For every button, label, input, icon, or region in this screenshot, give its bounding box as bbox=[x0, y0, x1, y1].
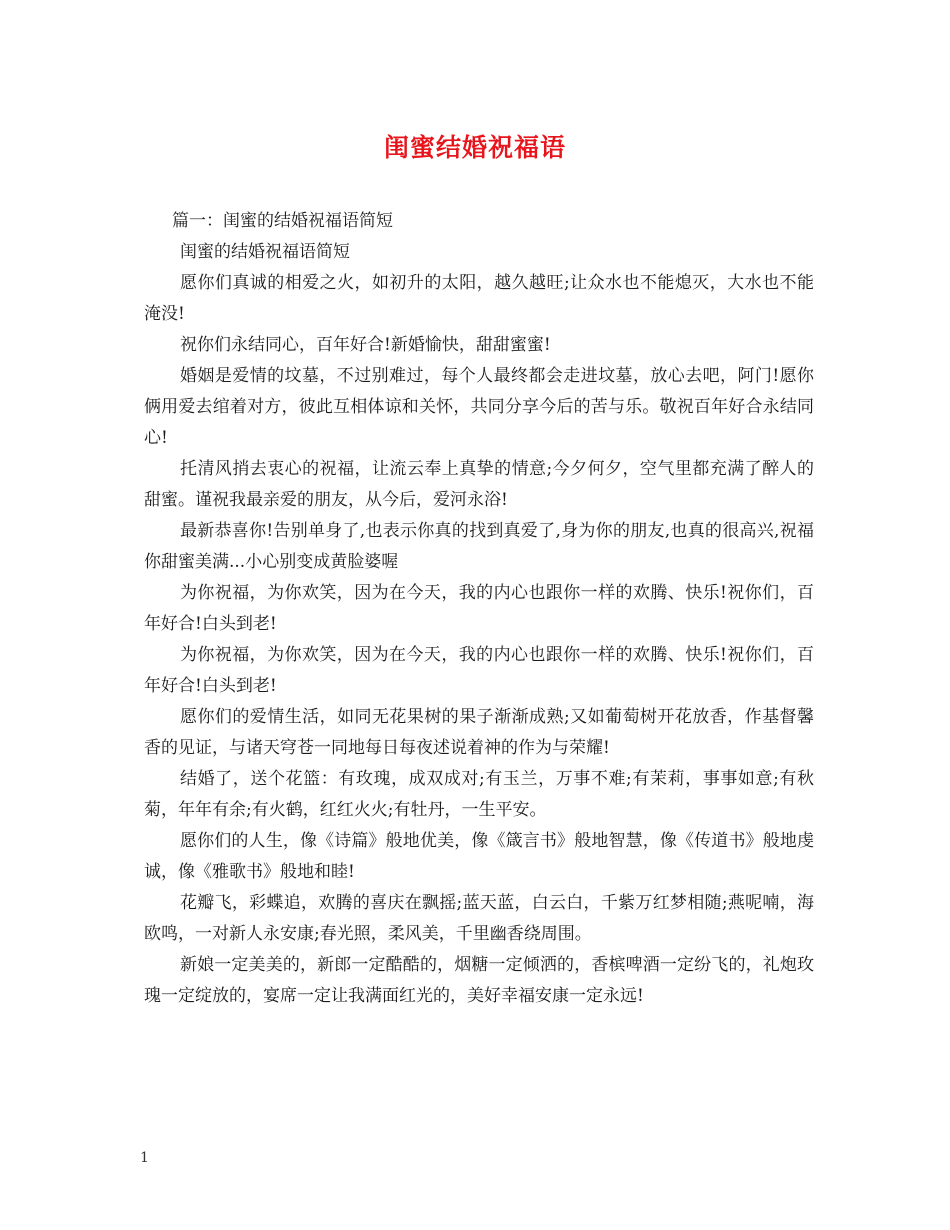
paragraph: 为你祝福，为你欢笑，因为在今天，我的内心也跟你一样的欢腾、快乐!祝你们，百年好合!白头到老! bbox=[144, 645, 814, 696]
paragraph: 新娘一定美美的，新郎一定酷酷的，烟糖一定倾洒的，香槟啤酒一定纷飞的，礼炮玫瑰一定绽放的，宴席一定让我满面红光的，美好幸福安康一定永远! bbox=[144, 955, 814, 1006]
subheading: 闺蜜的结婚祝福语简短 bbox=[180, 242, 350, 262]
paragraph: 为你祝福，为你欢笑，因为在今天，我的内心也跟你一样的欢腾、快乐!祝你们，百年好合!白头到老! bbox=[144, 583, 814, 634]
paragraph: 花瓣飞，彩蝶追，欢腾的喜庆在飘摇;蓝天蓝，白云白，千紫万红梦相随;燕呢喃，海欧鸣，一对新人永安康;春光照，柔风美，千里幽香绕周围。 bbox=[144, 893, 814, 944]
paragraph: 祝你们永结同心，百年好合!新婚愉快，甜甜蜜蜜! bbox=[180, 335, 551, 355]
paragraph: 愿你们的爱情生活，如同无花果树的果子渐渐成熟;又如葡萄树开花放香，作基督馨香的见证，与诸天穹苍一同地每日每夜述说着神的作为与荣耀! bbox=[144, 707, 814, 758]
page-number: 1 bbox=[140, 1150, 149, 1166]
paragraph: 最新恭喜你!告别单身了,也表示你真的找到真爱了,身为你的朋友,也真的很高兴,祝福你甜蜜美满...小心别变成黄脸婆喔 bbox=[144, 521, 814, 572]
paragraph: 愿你们真诚的相爱之火，如初升的太阳，越久越旺;让众水也不能熄灭，大水也不能淹没! bbox=[144, 273, 814, 324]
document-body bbox=[144, 206, 814, 1012]
paragraph: 愿你们的人生，像《诗篇》般地优美，像《箴言书》般地智慧，像《传道书》般地虔诚，像《雅歌书》般地和睦! bbox=[144, 831, 814, 882]
paragraph: 结婚了，送个花篮：有玫瑰，成双成对;有玉兰，万事不难;有茉莉，事事如意;有秋菊，年年有余;有火鹤，红红火火;有牡丹，一生平安。 bbox=[144, 769, 814, 820]
section-heading: 篇一：闺蜜的结婚祝福语简短 bbox=[172, 211, 393, 231]
document-title: 闺蜜结婚祝福语 bbox=[383, 133, 566, 162]
paragraph: 托清风捎去衷心的祝福，让流云奉上真挚的情意;今夕何夕，空气里都充满了醉人的甜蜜。谨祝我最亲爱的朋友，从今后，爱河永浴! bbox=[144, 459, 814, 510]
paragraph: 婚姻是爱情的坟墓，不过别难过，每个人最终都会走进坟墓，放心去吧，阿门!愿你俩用爱去绾着对方，彼此互相体谅和关怀，共同分享今后的苦与乐。敬祝百年好合永结同心! bbox=[144, 366, 814, 448]
